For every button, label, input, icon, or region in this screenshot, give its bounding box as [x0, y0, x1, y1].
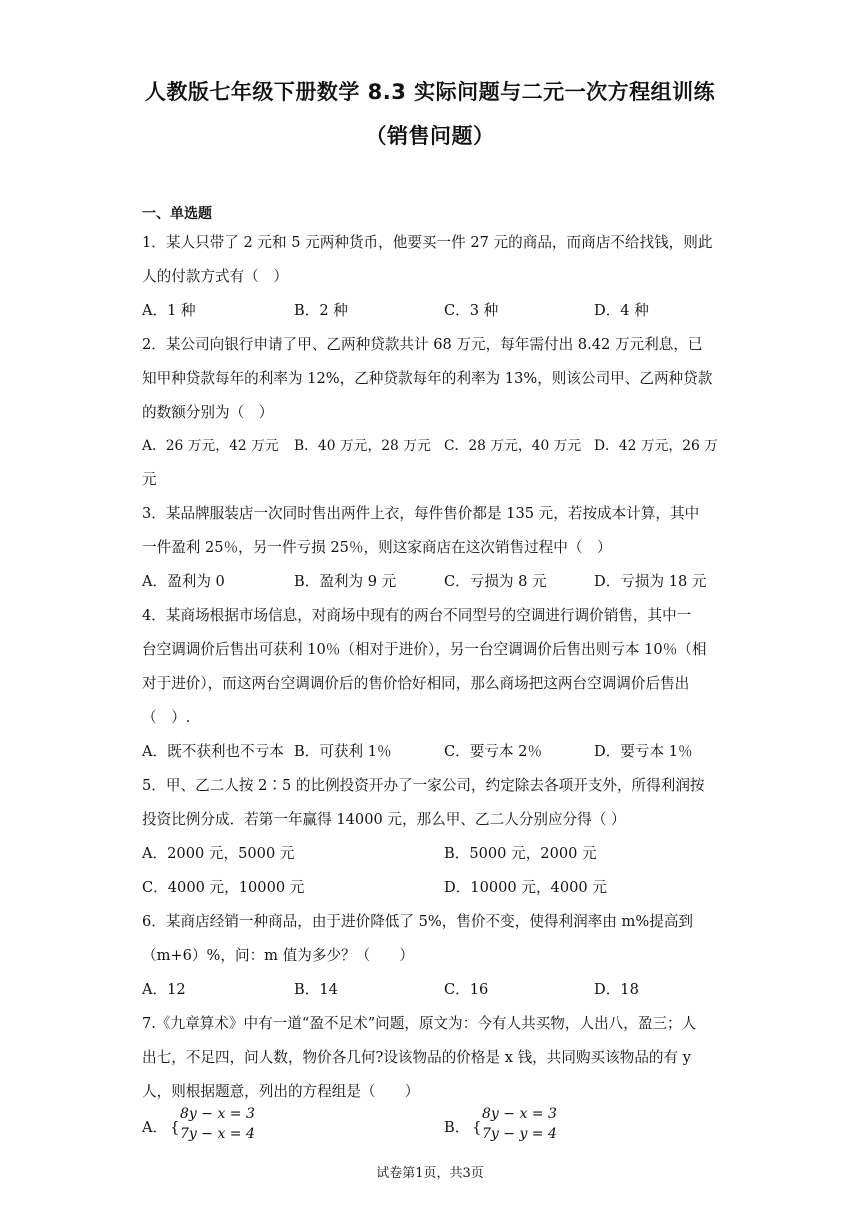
question-7-option-a-label[interactable]: A． [142, 1119, 168, 1136]
question-1-option-d[interactable]: D．4 种 [594, 302, 649, 319]
question-7-line-2: 出七，不足四，问人数，物价各几何?设该物品的价格是 x 钱，共同购买该物品的有 y [142, 1049, 692, 1066]
question-6-option-a[interactable]: A．12 [142, 981, 186, 998]
brace-icon: { [472, 1118, 482, 1136]
question-1-option-c[interactable]: C．3 种 [444, 302, 499, 319]
question-5-line-2: 投资比例分成．若第一年赢得 14000 元，那么甲、乙二人分别应分得（ ） [142, 811, 626, 828]
question-3-option-b[interactable]: B．盈利为 9 元 [294, 573, 397, 590]
question-4-option-c[interactable]: C．要亏本 2％ [444, 743, 543, 760]
question-4-option-b[interactable]: B．可获利 1％ [294, 743, 392, 760]
page-footer: 试卷第1页，共3页 [376, 1166, 484, 1181]
question-7-option-b-label[interactable]: B． [444, 1119, 470, 1136]
question-4-line-4: （ ）. [142, 709, 191, 726]
question-3-option-a[interactable]: A．盈利为 0 [142, 573, 225, 590]
question-6-option-d[interactable]: D．18 [594, 981, 639, 998]
equation-2: 7y − x = 4 [180, 1126, 255, 1142]
question-3-option-c[interactable]: C．亏损为 8 元 [444, 573, 547, 590]
question-4-line-3: 对于进价），而这两台空调调价后的售价恰好相同，那么商场把这两台空调调价后售出 [142, 675, 690, 692]
question-2-line-1: 2．某公司向银行申请了甲、乙两种贷款共计 68 万元，每年需付出 8.42 万元利息，已 [142, 336, 703, 353]
equation-1: 8y − x = 3 [482, 1106, 557, 1122]
section-heading: 一、单选题 [142, 206, 212, 222]
question-4-line-2: 台空调调价后售出可获利 10％（相对于进价），另一台空调调价后售出则亏本 10％（相 [142, 641, 707, 658]
question-6-option-c[interactable]: C．16 [444, 981, 489, 998]
question-3-line-2: 一件盈利 25％，另一件亏损 25％，则这家商店在这次销售过程中（ ） [142, 539, 612, 556]
question-3-option-d[interactable]: D．亏损为 18 元 [594, 573, 707, 590]
question-2-line-3: 的数额分别为（ ） [142, 404, 274, 421]
question-2-option-a[interactable]: A．26 万元，42 万元 [142, 438, 279, 454]
question-5-line-1: 5．甲、乙二人按 2∶5 的比例投资开办了一家公司，约定除去各项开支外，所得利润按 [142, 777, 705, 794]
question-1-option-b[interactable]: B．2 种 [294, 302, 348, 319]
brace-icon: { [170, 1118, 180, 1136]
question-2-option-c[interactable]: C．28 万元，40 万元 [444, 438, 582, 454]
question-5-option-b[interactable]: B．5000 元，2000 元 [444, 845, 597, 862]
question-4-option-d[interactable]: D．要亏本 1％ [594, 743, 693, 760]
question-2-option-d[interactable]: D．42 万元，26 万 [594, 438, 718, 454]
question-2-option-b[interactable]: B．40 万元，28 万元 [294, 438, 431, 454]
question-1-option-a[interactable]: A．1 种 [142, 302, 196, 319]
question-5-option-c[interactable]: C．4000 元，10000 元 [142, 879, 305, 896]
page-subtitle: （销售问题） [365, 124, 495, 148]
question-1-line-1: 1．某人只带了 2 元和 5 元两种货币，他要买一件 27 元的商品，而商店不给找钱，则此 [142, 234, 713, 251]
question-7-line-1: 7.《九章算术》中有一道“盈不足术”问题，原文为：今有人共买物，人出八，盈三；人 [142, 1015, 697, 1032]
equation-1: 8y − x = 3 [180, 1106, 255, 1122]
question-3-line-1: 3．某品牌服装店一次同时售出两件上衣，每件售价都是 135 元，若按成本计算，其中 [142, 505, 700, 522]
question-5-option-d[interactable]: D．10000 元，4000 元 [444, 879, 607, 896]
question-2-option-d-wrap: 元 [142, 471, 157, 488]
page-title: 人教版七年级下册数学 8.3 实际问题与二元一次方程组训练 [144, 80, 716, 104]
question-6-option-b[interactable]: B．14 [294, 981, 338, 998]
question-7-line-3: 人，则根据题意，列出的方程组是（ ） [142, 1083, 420, 1100]
question-4-line-1: 4．某商场根据市场信息，对商场中现有的两台不同型号的空调进行调价销售，其中一 [142, 607, 692, 624]
question-6-line-2: （m+6）%，问：m 值为多少？（ ） [142, 947, 415, 964]
question-4-option-a[interactable]: A．既不获利也不亏本 [142, 743, 284, 760]
question-2-line-2: 知甲种贷款每年的利率为 12%，乙种贷款每年的利率为 13%，则该公司甲、乙两种贷款 [142, 370, 713, 387]
question-6-line-1: 6．某商店经销一种商品，由于进价降低了 5%，售价不变，使得利润率由 m%提高到 [142, 913, 694, 930]
question-5-option-a[interactable]: A．2000 元，5000 元 [142, 845, 295, 862]
equation-2: 7y − y = 4 [482, 1126, 557, 1142]
question-1-line-2: 人的付款方式有（ ） [142, 268, 288, 285]
